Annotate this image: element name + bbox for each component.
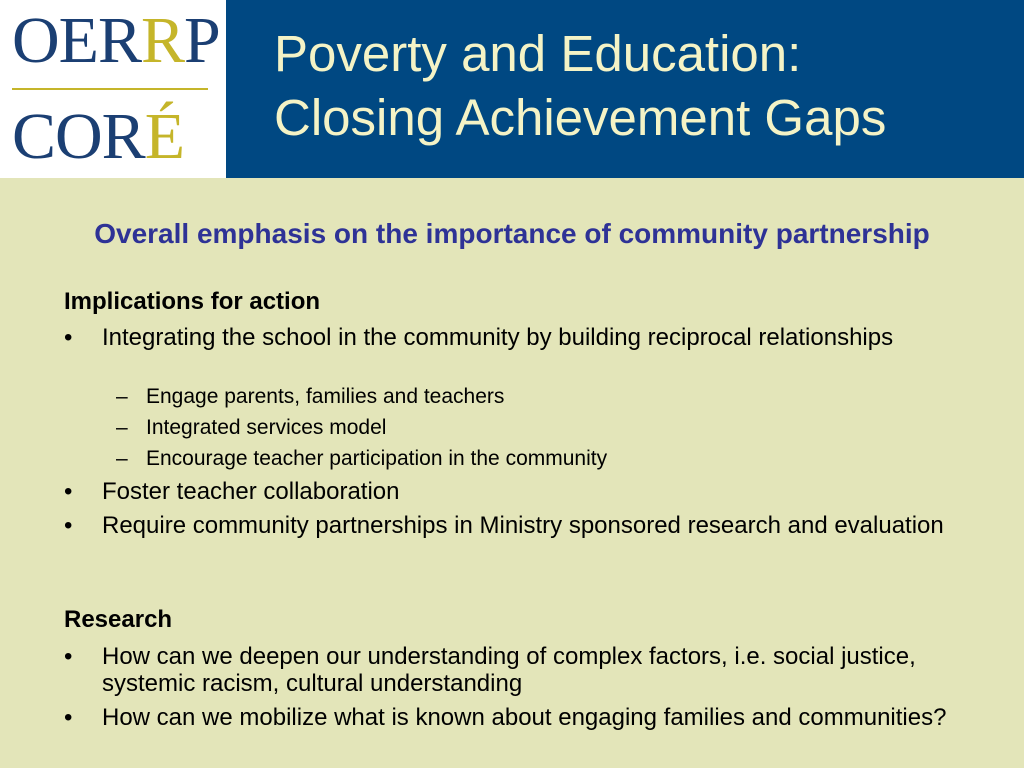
bullet-item [64,478,984,505]
section-heading-research: Research [64,606,173,633]
bullet-mark: • [64,324,73,351]
bullet-item [64,324,984,351]
sub-bullet-item [116,415,976,441]
bullet-item [64,704,984,731]
bullet-text: How can we deepen our understanding of complex factors, i.e. social justice, systemic racism, cultural understanding [102,643,916,697]
bullet-text: Integrating the school in the community by building reciprocal relationships [102,324,894,351]
slide-title [274,22,1004,150]
slide-header [0,0,1024,178]
oerp-core-logo [0,0,226,178]
slide-title-line-2: Closing Achievement Gaps [274,89,887,146]
dash-mark: – [116,416,128,439]
bullet-text: Require community partnerships in Ministry sponsored research and evaluation [102,512,944,539]
slide-subtitle: Overall emphasis on the importance of community partnership [94,218,930,249]
bullet-text: How can we mobilize what is known about engaging families and communities? [102,704,947,731]
bullet-mark: • [64,512,73,539]
sub-bullet-item [116,446,976,472]
bullet-text: Foster teacher collaboration [102,478,400,505]
dash-mark: – [116,447,128,470]
bullet-mark: • [64,643,73,670]
bullet-item [64,643,984,697]
dash-mark: – [116,385,128,408]
logo-line-core: CORÉ [12,100,185,173]
bullet-mark: • [64,704,73,731]
bullet-mark: • [64,478,73,505]
section-heading-implications: Implications for action [64,288,321,315]
sub-bullet-text: Encourage teacher participation in the community [146,447,608,470]
bullet-item [64,512,984,539]
sub-bullet-text: Integrated services model [146,416,387,439]
logo-line-oerp: OERRP [12,4,220,77]
sub-bullet-text: Engage parents, families and teachers [146,385,505,408]
logo-divider [12,88,208,90]
slide-body [0,178,1024,768]
sub-bullet-item [116,384,976,410]
slide-title-line-1: Poverty and Education: [274,25,802,82]
